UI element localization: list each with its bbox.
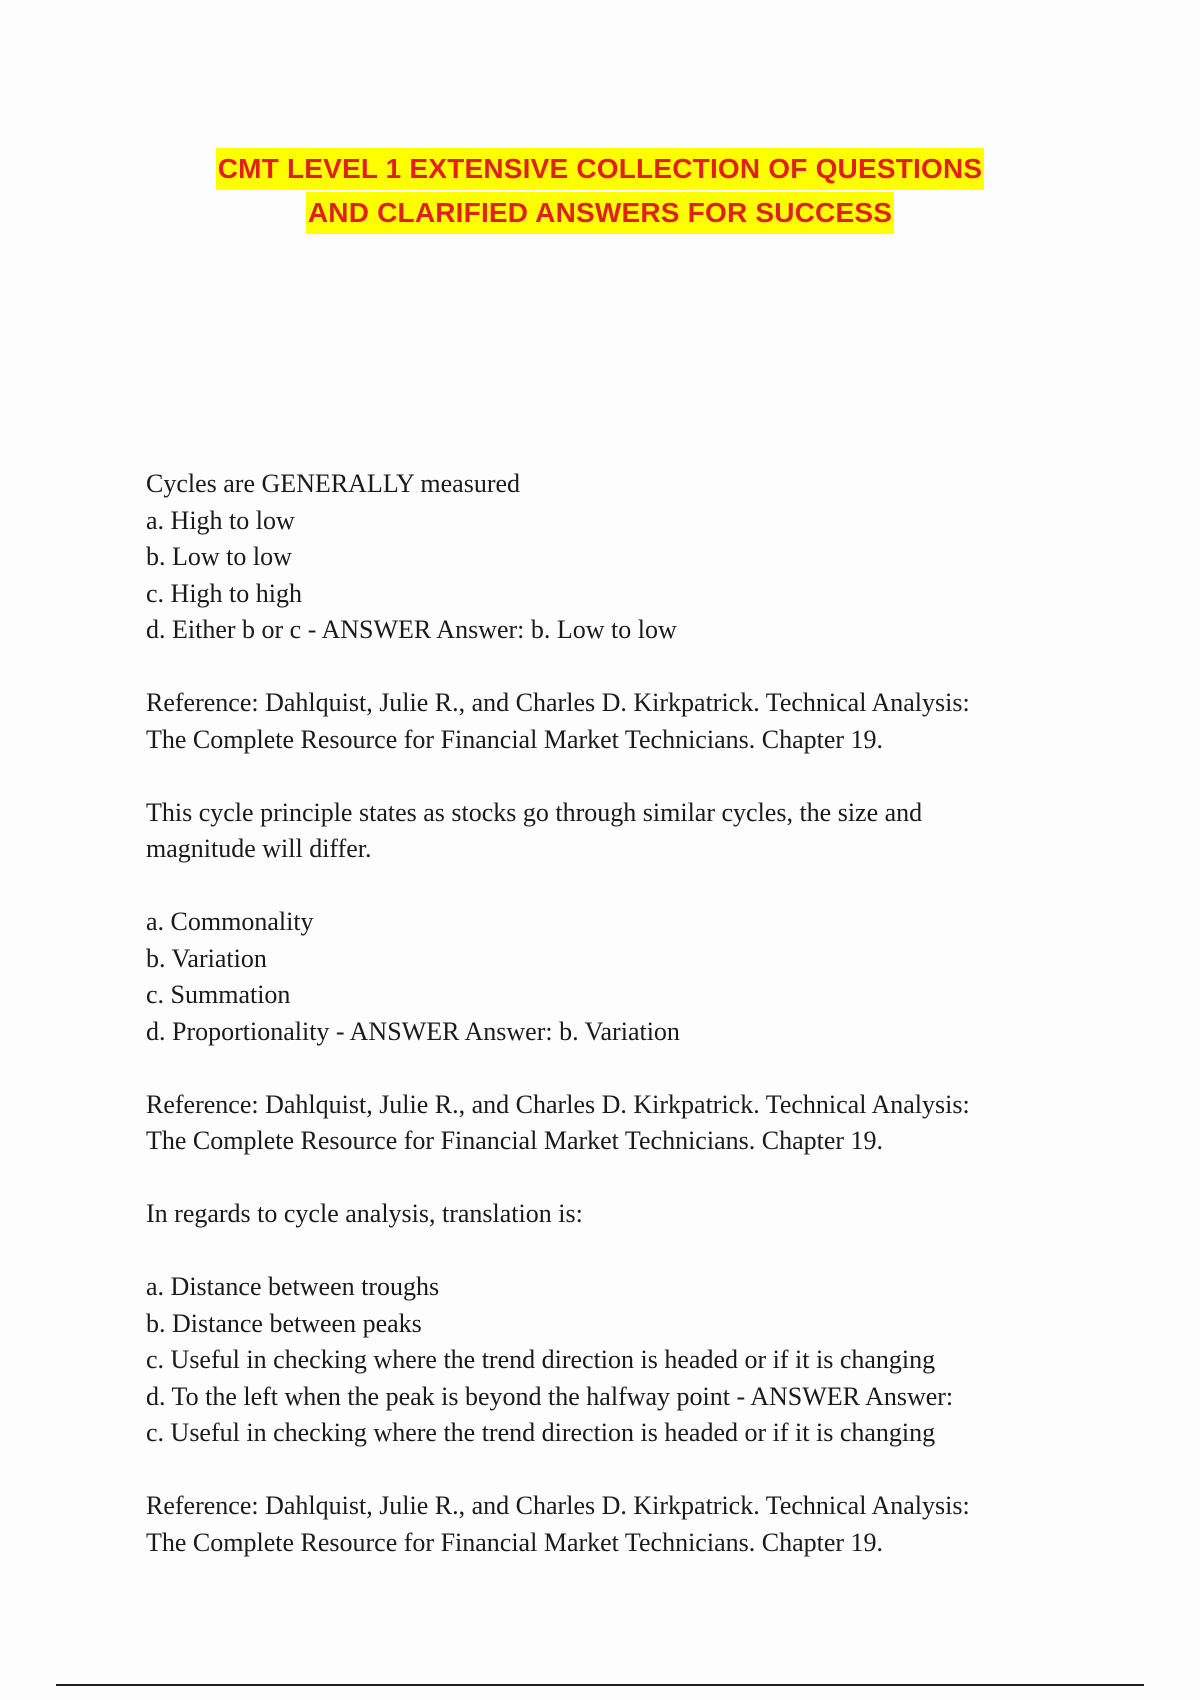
footer-divider	[56, 1684, 1144, 1686]
question-1-option-c: c. High to high	[146, 578, 302, 608]
question-2-option-a: a. Commonality	[146, 907, 314, 936]
question-1-option-a: a. High to low	[146, 505, 295, 535]
question-1	[146, 466, 1066, 758]
question-3-option-b: b. Distance between peaks	[146, 1308, 422, 1338]
question-3-option-d-answer: d. To the left when the peak is beyond the halfway point - ANSWER Answer:	[146, 1381, 954, 1411]
question-2-option-c: c. Summation	[146, 980, 291, 1009]
title-line-2: AND CLARIFIED ANSWERS FOR SUCCESS	[306, 192, 894, 234]
document-title	[0, 148, 1200, 236]
question-1-stem: Cycles are GENERALLY measured	[146, 469, 521, 498]
question-3-option-a: a. Distance between troughs	[146, 1272, 440, 1301]
question-2-reference-line-2: The Complete Resource for Financial Market Technicians. Chapter 19.	[146, 1126, 884, 1155]
question-2-option-d-answer: d. Proportionality - ANSWER Answer: b. Variation	[146, 1016, 680, 1046]
question-1-option-b: b. Low to low	[146, 542, 292, 571]
question-1-option-d-answer: d. Either b or c - ANSWER Answer: b. Low to low	[146, 615, 677, 644]
question-2	[146, 795, 1066, 1160]
question-2-option-b: b. Variation	[146, 943, 267, 973]
question-2-stem-line-2: magnitude will differ.	[146, 834, 372, 863]
question-1-reference-line-2: The Complete Resource for Financial Market Technicians. Chapter 19.	[146, 724, 884, 754]
question-1-reference-line-1: Reference: Dahlquist, Julie R., and Charles D. Kirkpatrick. Technical Analysis:	[146, 688, 970, 717]
question-3-answer-continued: c. Useful in checking where the trend direction is headed or if it is changing	[146, 1418, 936, 1447]
question-3-reference-line-2: The Complete Resource for Financial Market Technicians. Chapter 19.	[146, 1527, 884, 1557]
question-3-reference-line-1: Reference: Dahlquist, Julie R., and Charles D. Kirkpatrick. Technical Analysis:	[146, 1491, 970, 1520]
question-3-stem: In regards to cycle analysis, translation is:	[146, 1199, 583, 1228]
question-3	[146, 1196, 1066, 1561]
title-line-1: CMT LEVEL 1 EXTENSIVE COLLECTION OF QUESTIONS	[216, 148, 985, 190]
question-3-option-c: c. Useful in checking where the trend direction is headed or if it is changing	[146, 1345, 936, 1374]
question-2-reference-line-1: Reference: Dahlquist, Julie R., and Charles D. Kirkpatrick. Technical Analysis:	[146, 1089, 970, 1119]
document-body	[146, 466, 1066, 1561]
question-2-stem-line-1: This cycle principle states as stocks go through similar cycles, the size and	[146, 797, 923, 827]
